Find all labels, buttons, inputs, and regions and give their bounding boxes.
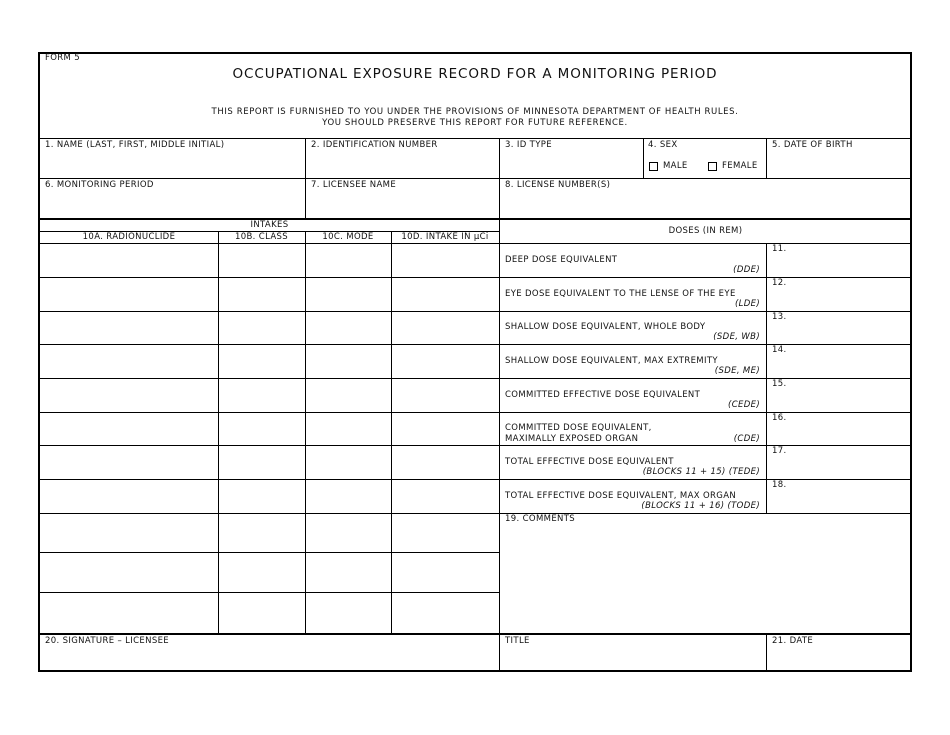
notice-line-2: YOU SHOULD PRESERVE THIS REPORT FOR FUTURE REFERENCE. (322, 118, 628, 128)
sex-label: 4. SEX (648, 140, 678, 150)
comments-label: 19. COMMENTS (505, 514, 576, 524)
female-checkbox[interactable] (708, 162, 717, 171)
dose-value-field[interactable] (766, 277, 912, 311)
licensee-name-label: 7. LICENSEE NAME (311, 180, 397, 190)
column-intake: 10D. INTAKE IN µCi (401, 232, 489, 242)
dose-number: 11. (772, 244, 787, 254)
divider (40, 552, 499, 553)
comments-field[interactable] (499, 513, 912, 634)
dose-row-dde (499, 243, 766, 277)
dose-value-field[interactable] (766, 243, 912, 277)
divider (218, 231, 219, 634)
dose-label: SHALLOW DOSE EQUIVALENT, MAX EXTREMITY (505, 356, 718, 366)
dose-value-field[interactable] (766, 445, 912, 479)
divider (40, 479, 499, 480)
dose-row-tede (499, 445, 766, 479)
dose-label: EYE DOSE EQUIVALENT TO THE LENSE OF THE EYE (505, 289, 736, 299)
divider (40, 445, 499, 446)
dose-value-field[interactable] (766, 378, 912, 412)
dose-row-tode (499, 479, 766, 513)
female-label: FEMALE (722, 161, 758, 171)
male-label: MALE (663, 161, 688, 171)
divider (40, 378, 499, 379)
divider (40, 344, 499, 345)
identification-number-label: 2. IDENTIFICATION NUMBER (311, 140, 438, 150)
column-radionuclide: 10A. RADIONUCLIDE (82, 232, 176, 242)
dose-code: (CEDE) (728, 400, 760, 410)
dose-value-field[interactable] (766, 412, 912, 445)
dose-code: (CDE) (733, 434, 760, 444)
dose-label: TOTAL EFFECTIVE DOSE EQUIVALENT (505, 457, 674, 467)
dose-label: DEEP DOSE EQUIVALENT (505, 255, 618, 265)
license-numbers-label: 8. LICENSE NUMBER(S) (505, 180, 611, 190)
dose-label: COMMITTED EFFECTIVE DOSE EQUIVALENT (505, 390, 701, 400)
id-type-field[interactable] (499, 138, 643, 178)
dose-number: 18. (772, 480, 787, 490)
dose-number: 13. (772, 312, 787, 322)
monitoring-period-label: 6. MONITORING PERIOD (45, 180, 154, 190)
male-checkbox[interactable] (649, 162, 658, 171)
name-field[interactable] (40, 138, 305, 178)
date-of-birth-field[interactable] (766, 138, 912, 178)
dose-label: COMMITTED DOSE EQUIVALENT, (505, 423, 652, 433)
divider (391, 231, 392, 634)
dose-label-line-2: MAXIMALLY EXPOSED ORGAN (505, 434, 639, 444)
dose-row-cede (499, 378, 766, 412)
dose-code: (SDE, WB) (713, 332, 760, 342)
dose-row-sde-me (499, 344, 766, 378)
sex-field (643, 138, 766, 178)
id-type-label: 3. ID TYPE (505, 140, 552, 150)
form-title: OCCUPATIONAL EXPOSURE RECORD FOR A MONITORING PERIOD (232, 66, 718, 82)
dose-code: (BLOCKS 11 + 16) (TODE) (641, 501, 760, 511)
license-numbers-field[interactable] (499, 178, 912, 218)
dose-number: 14. (772, 345, 787, 355)
divider (40, 277, 499, 278)
dose-code: (LDE) (734, 299, 760, 309)
dose-row-cde (499, 412, 766, 445)
dose-number: 12. (772, 278, 787, 288)
column-mode: 10C. MODE (322, 232, 374, 242)
signature-field[interactable] (40, 635, 499, 672)
divider (40, 412, 499, 413)
dose-number: 16. (772, 413, 787, 423)
licensee-name-field[interactable] (305, 178, 499, 218)
date-label: 21. DATE (772, 636, 814, 646)
dose-value-field[interactable] (766, 344, 912, 378)
title-field[interactable] (499, 635, 766, 672)
divider (40, 311, 499, 312)
divider (305, 231, 306, 634)
exposure-record-form (38, 52, 912, 672)
dose-code: (BLOCKS 11 + 15) (TEDE) (642, 467, 760, 477)
divider (40, 592, 499, 593)
dose-code: (SDE, ME) (714, 366, 760, 376)
divider (40, 243, 499, 244)
signature-label: 20. SIGNATURE – LICENSEE (45, 636, 170, 646)
column-class: 10B. CLASS (234, 232, 289, 242)
dose-number: 15. (772, 379, 787, 389)
dose-row-sde-wb (499, 311, 766, 344)
identification-number-field[interactable] (305, 138, 499, 178)
name-label: 1. NAME (LAST, FIRST, MIDDLE INITIAL) (45, 140, 225, 150)
date-of-birth-label: 5. DATE OF BIRTH (772, 140, 853, 150)
dose-code: (DDE) (733, 265, 760, 275)
form-id: FORM 5 (45, 53, 81, 63)
divider (40, 513, 499, 514)
date-field[interactable] (766, 635, 912, 672)
dose-value-field[interactable] (766, 311, 912, 344)
intakes-heading: INTAKES (250, 220, 289, 230)
dose-label: SHALLOW DOSE EQUIVALENT, WHOLE BODY (505, 322, 706, 332)
dose-value-field[interactable] (766, 479, 912, 513)
monitoring-period-field[interactable] (40, 178, 305, 218)
dose-number: 17. (772, 446, 787, 456)
dose-label: TOTAL EFFECTIVE DOSE EQUIVALENT, MAX ORGAN (505, 491, 737, 501)
notice-line-1: THIS REPORT IS FURNISHED TO YOU UNDER THE PROVISIONS OF MINNESOTA DEPARTMENT OF HEALTH RULES. (211, 107, 739, 117)
title-label: TITLE (505, 636, 530, 646)
doses-heading: DOSES (IN REM) (668, 226, 743, 236)
dose-row-lde (499, 277, 766, 311)
